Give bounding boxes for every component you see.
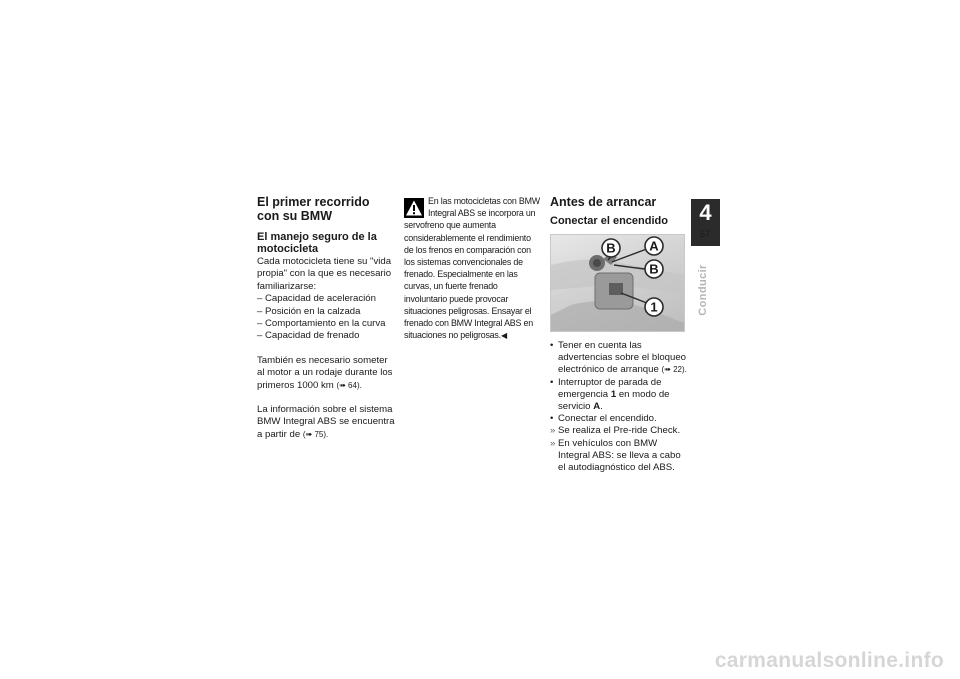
list-item: – Posición en la calzada <box>257 305 361 317</box>
bullet-icon: • <box>550 413 554 425</box>
warning-text: En las motocicletas con BMW Integral ABS se incorpora un servofreno que aumenta considerablemente el rendimiento de los frenos en comparación con los sistemas convencionales de frenado. Especialmente en las curvas, un fuerte frenado involuntario puede provocar situaciones peligrosas. Ensayar el frenado con BMW Integral ABS en situaciones no peligrosas. <box>404 196 540 341</box>
list-item-result: » En vehículos con BMW Integral ABS: se lleva a cabo el autodiagnóstico del ABS. <box>550 437 681 474</box>
subsection-title: Conectar el encendido <box>550 215 668 227</box>
list-item: • Tener en cuenta las advertencias sobre el bloqueo electrónico de arranque (➠ 22). <box>550 340 687 376</box>
bullet-icon: • <box>550 340 554 351</box>
page-reference[interactable]: (➠ 22). <box>661 365 687 375</box>
page-number: 57 <box>699 229 710 239</box>
callout-b-bottom: B <box>649 261 659 277</box>
running-in-paragraph: También es necesario someter al motor a un rodaje durante los primeros 1000 km (➠ 64). <box>257 354 393 391</box>
watermark: carmanualsonline.info <box>714 649 944 672</box>
chapter-number: 4 <box>699 200 712 225</box>
result-arrow-icon: » <box>550 437 556 449</box>
chapter-name: Conducir <box>697 264 709 316</box>
section-title: El primer recorrido con su BMW <box>257 195 370 223</box>
list-item: • Conectar el encendido. <box>550 413 657 425</box>
page-reference[interactable]: (➠ 75). <box>302 429 329 439</box>
callout-b-top: B <box>606 240 616 256</box>
list-item-result: » Se realiza el Pre-ride Check. <box>550 425 681 437</box>
list-item: – Capacidad de frenado <box>257 330 360 342</box>
section-title: Antes de arrancar <box>550 195 657 209</box>
intro-paragraph: Cada motocicleta tiene su "vida propia" con la que es necesario familiarizarse: <box>257 256 392 292</box>
result-arrow-icon: » <box>550 425 556 437</box>
callout-1: 1 <box>650 299 658 315</box>
subsection-title: El manejo seguro de la motocicleta <box>257 231 377 255</box>
list-item: • Interruptor de parada de emergencia 1 en modo de servicio A. <box>550 376 670 413</box>
warning-box <box>404 195 540 342</box>
handlebar-switch-photo <box>550 234 685 332</box>
list-item: – Capacidad de aceleración <box>257 293 376 305</box>
callout-a: A <box>649 238 659 254</box>
page-reference[interactable]: (➠ 64). <box>336 380 362 390</box>
column-left <box>257 195 395 441</box>
column-middle <box>404 195 540 342</box>
warning-icon <box>404 198 424 218</box>
steps-list <box>550 340 690 474</box>
bullet-icon: • <box>550 376 554 388</box>
abs-info-paragraph: La información sobre el sistema BMW Integral ABS se encuentra a partir de (➠ 75). <box>257 404 395 440</box>
column-right <box>550 195 690 474</box>
list-item: – Comportamiento en la curva <box>257 318 386 330</box>
end-mark-icon: ◀ <box>500 331 507 341</box>
